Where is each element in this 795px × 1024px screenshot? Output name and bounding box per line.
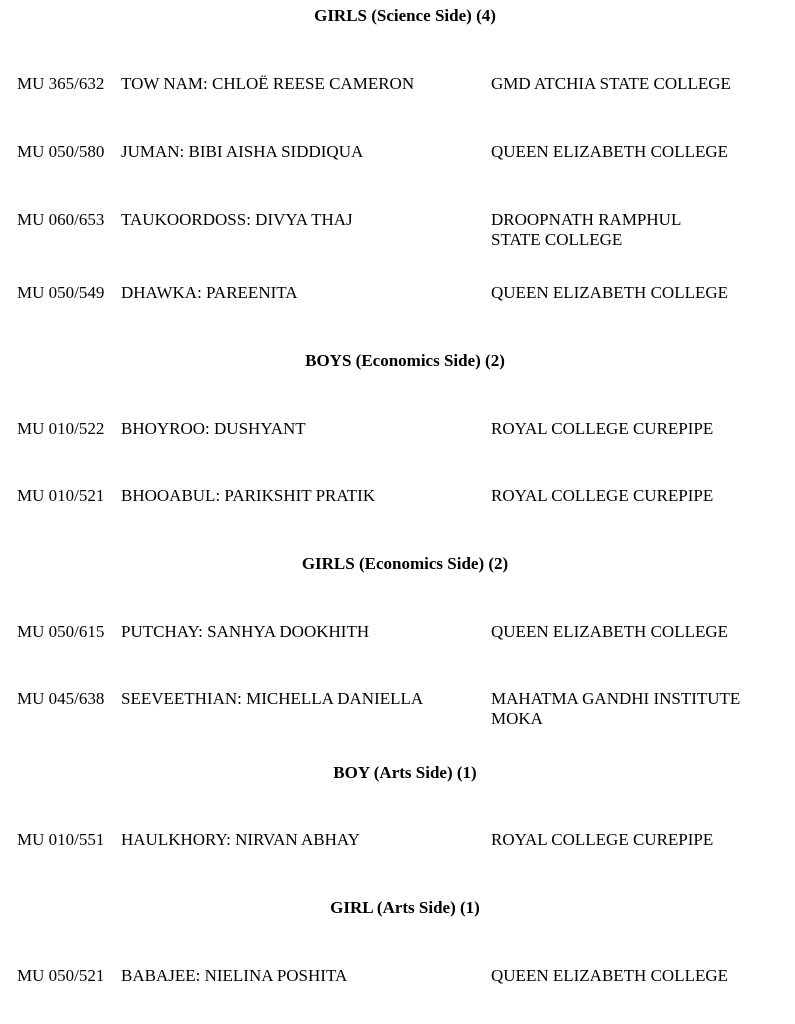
college-line: QUEEN ELIZABETH COLLEGE — [491, 142, 729, 161]
college-line: MAHATMA GANDHI INSTITUTE — [491, 689, 741, 708]
section-heading: BOY (Arts Side) (1) — [333, 763, 477, 782]
college-line: ROYAL COLLEGE CUREPIPE — [491, 419, 714, 438]
entry-code: MU 050/615 — [17, 622, 105, 641]
entry-code: MU 010/551 — [17, 830, 105, 849]
section-heading: GIRLS (Economics Side) (2) — [301, 554, 509, 573]
college-line: QUEEN ELIZABETH COLLEGE — [491, 966, 729, 985]
entry-code: MU 045/638 — [17, 689, 105, 708]
section-heading: GIRLS (Science Side) (4) — [314, 6, 496, 25]
entry-name: BHOYROO: DUSHYANT — [121, 419, 306, 438]
section-heading: BOYS (Economics Side) (2) — [305, 351, 505, 370]
entry-college — [491, 210, 781, 250]
college-line: QUEEN ELIZABETH COLLEGE — [491, 283, 729, 302]
entry-college — [491, 966, 781, 986]
college-line: MOKA — [491, 709, 543, 728]
college-line: QUEEN ELIZABETH COLLEGE — [491, 622, 729, 641]
entry-code: MU 050/549 — [17, 283, 105, 302]
entry-code: MU 365/632 — [17, 74, 105, 93]
entry-college — [491, 283, 781, 303]
entry-name: DHAWKA: PAREENITA — [121, 283, 298, 302]
entry-name: SEEVEETHIAN: MICHELLA DANIELLA — [121, 689, 424, 708]
entry-code: MU 010/521 — [17, 486, 105, 505]
entry-name: TAUKOORDOSS: DIVYA THAJ — [121, 210, 353, 229]
college-line: ROYAL COLLEGE CUREPIPE — [491, 830, 714, 849]
entry-code: MU 050/521 — [17, 966, 105, 985]
college-line: GMD ATCHIA STATE COLLEGE — [491, 74, 731, 93]
entry-name: JUMAN: BIBI AISHA SIDDIQUA — [121, 142, 364, 161]
entry-name: BABAJEE: NIELINA POSHITA — [121, 966, 348, 985]
entry-college — [491, 830, 781, 850]
entry-college — [491, 689, 781, 729]
entry-name: PUTCHAY: SANHYA DOOKHITH — [121, 622, 370, 641]
entry-college — [491, 419, 781, 439]
college-line: ROYAL COLLEGE CUREPIPE — [491, 486, 714, 505]
entry-code: MU 010/522 — [17, 419, 105, 438]
college-line: STATE COLLEGE — [491, 230, 623, 249]
entry-college — [491, 74, 781, 94]
entry-code: MU 050/580 — [17, 142, 105, 161]
college-line: DROOPNATH RAMPHUL — [491, 210, 682, 229]
entry-college — [491, 622, 781, 642]
entry-name: BHOOABUL: PARIKSHIT PRATIK — [121, 486, 376, 505]
entry-college — [491, 142, 781, 162]
entry-name: TOW NAM: CHLOË REESE CAMERON — [121, 74, 415, 93]
entry-college — [491, 486, 781, 506]
section-heading: GIRL (Arts Side) (1) — [330, 898, 480, 917]
entry-code: MU 060/653 — [17, 210, 105, 229]
entry-name: HAULKHORY: NIRVAN ABHAY — [121, 830, 360, 849]
